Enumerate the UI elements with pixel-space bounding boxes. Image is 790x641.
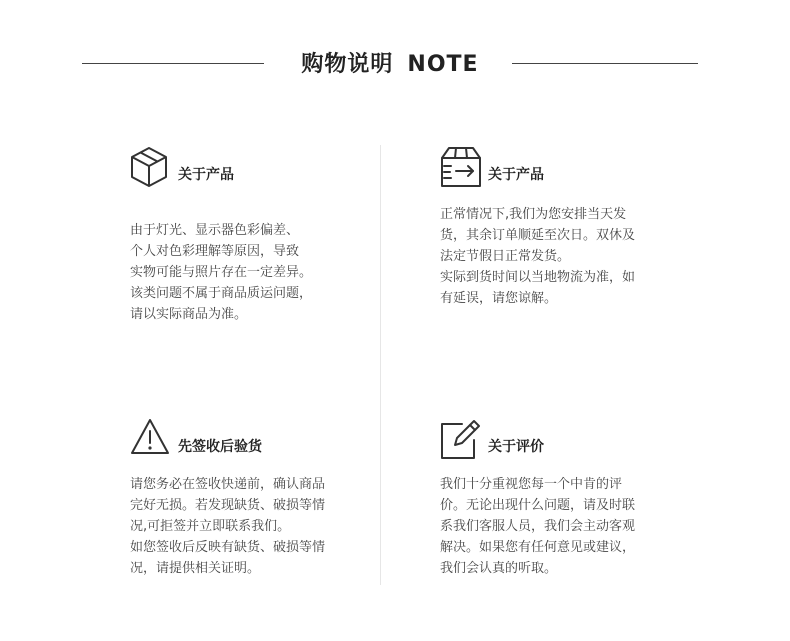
box-icon <box>130 146 168 192</box>
section-line: 有延误，请您谅解。 <box>440 291 558 306</box>
section-title: 关于评价 <box>488 439 544 455</box>
page-title-cn: 购物说明 <box>301 52 394 77</box>
section-line: 完好无损。若发现缺货、破损等情 <box>130 498 326 513</box>
section-review <box>440 418 690 588</box>
warning-icon <box>130 418 170 460</box>
section-line: 请以实际商品为准。 <box>130 307 248 322</box>
section-title: 关于产品 <box>488 167 544 183</box>
section-product-color <box>130 146 370 346</box>
section-line: 由于灯光、显示器色彩偏差、 <box>130 223 300 238</box>
section-shipping <box>440 146 690 346</box>
center-divider <box>380 145 381 585</box>
edit-icon <box>440 418 482 464</box>
section-line: 法定节假日正常发货。 <box>440 249 571 264</box>
section-inspect-on-receipt <box>130 418 370 588</box>
section-body <box>130 220 370 325</box>
section-line: 系我们客服人员，我们会主动客观 <box>440 519 636 534</box>
section-line: 该类问题不属于商品质运问题， <box>130 286 313 301</box>
section-line: 货，其余订单顺延至次日。双休及 <box>440 228 636 243</box>
section-line: 况，请提供相关证明。 <box>130 561 261 576</box>
section-line: 个人对色彩理解等原因，导致 <box>130 244 300 259</box>
section-title: 关于产品 <box>178 167 234 183</box>
section-line: 况,可拒签并立即联系我们。 <box>130 519 291 534</box>
header-divider-left <box>82 63 264 64</box>
section-line: 请您务必在签收快递前，确认商品 <box>130 477 326 492</box>
section-body <box>130 474 370 579</box>
section-body <box>440 474 690 579</box>
page-title <box>270 47 510 78</box>
section-line: 正常情况下,我们为您安排当天发 <box>440 207 627 222</box>
page-title-en: NOTE <box>407 52 479 77</box>
delivery-box-icon <box>440 146 482 192</box>
section-body <box>440 204 690 309</box>
header-divider-right <box>512 63 698 64</box>
section-line: 解决。如果您有任何意见或建议， <box>440 540 636 555</box>
section-line: 价。无论出现什么问题，请及时联 <box>440 498 636 513</box>
section-title: 先签收后验货 <box>178 439 262 455</box>
section-line: 实物可能与照片存在一定差异。 <box>130 265 313 280</box>
section-line: 实际到货时间以当地物流为准，如 <box>440 270 636 285</box>
section-line: 我们会认真的听取。 <box>440 561 558 576</box>
section-line: 如您签收后反映有缺货、破损等情 <box>130 540 326 555</box>
section-line: 我们十分重视您每一个中肯的评 <box>440 477 623 492</box>
